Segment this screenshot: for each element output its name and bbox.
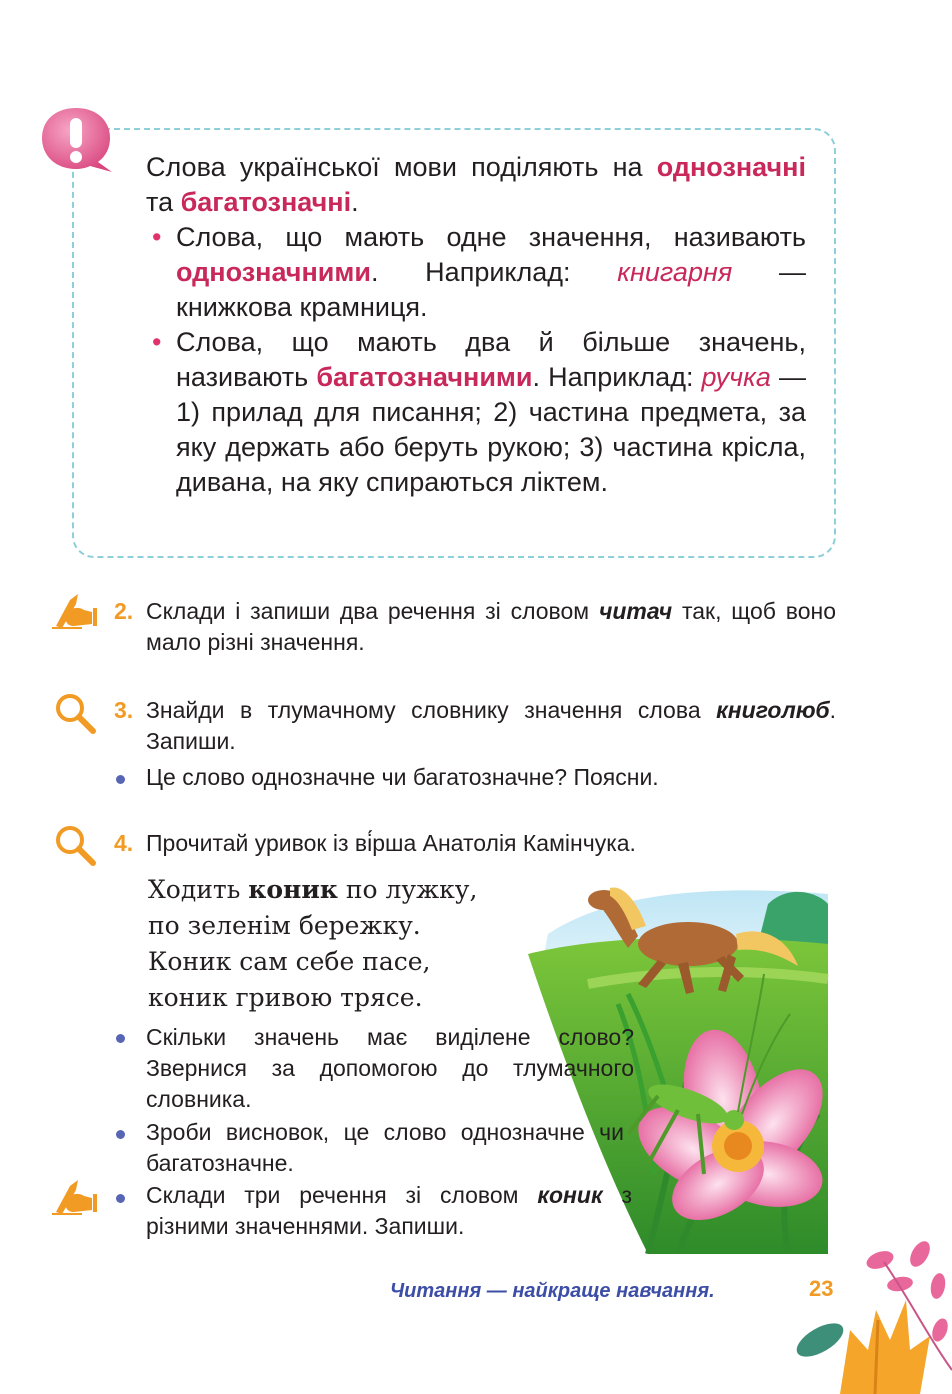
- poem-line-2: по зеленім бережку.: [148, 911, 421, 940]
- poem-line-1: Ходить коник по лужку,: [148, 875, 478, 904]
- poem: [148, 872, 568, 1016]
- task-4-question-2: Зроби висновок, це слово однозначне чи багатозначне.: [146, 1119, 624, 1176]
- rule-bullet-2: • Слова, що мають два й більше значень, називають багатозначними. Наприклад: ручка — 1) прилад для писання; 2) частина предмета, за яку держать або беруть рукою; 3) частина крісла, дивана, на яку спираються ліктем.: [152, 327, 806, 497]
- exclamation-icon: [40, 104, 118, 176]
- rule-bullet-1: • Слова, що мають одне значення, називають однозначними. Наприклад: книгарня — книжкова крамниця.: [152, 222, 806, 322]
- task-4-text: Прочитай уривок із ві́рша Анатолія Камінчука.: [146, 830, 636, 856]
- magnifier-icon: [54, 824, 96, 866]
- footer-motto: Читання — найкраще навчання.: [390, 1280, 715, 1302]
- poem-line-3: Коник сам себе пасе,: [148, 947, 431, 976]
- task-4-question-1: Скільки значень має виділене слово? Звернися за допомогою до тлумачного словника.: [146, 1024, 634, 1112]
- bullet-dot: [116, 1130, 125, 1139]
- writing-hand-icon: [52, 1176, 98, 1216]
- bullet-dot: [116, 1194, 125, 1203]
- task-2-text: Склади і запиши два речення зі словом читач так, щоб воно мало різні значення.: [146, 598, 836, 655]
- task-4-question-3: Склади три речення зі словом коник з різними значеннями. Запиши.: [146, 1182, 632, 1239]
- rule-text: [146, 150, 806, 500]
- task-2-number: 2.: [114, 598, 134, 624]
- task-4-number: 4.: [114, 830, 134, 856]
- task-3-number: 3.: [114, 697, 134, 723]
- magnifier-icon: [54, 692, 96, 734]
- bullet-dot: [116, 775, 125, 784]
- writing-hand-icon: [52, 590, 98, 630]
- page-number: 23: [809, 1276, 834, 1301]
- term-single-meaning: однозначні: [656, 152, 806, 182]
- task-3-text: Знайди в тлумачному словнику значення слова книголюб. Запиши.: [146, 697, 836, 754]
- bullet-dot: [116, 1034, 125, 1043]
- term-multi-meaning: багатозначні: [180, 187, 352, 217]
- task-3-subquestion: Це слово однозначне чи багатозначне? Поясни.: [146, 764, 659, 790]
- poem-line-4: коник гривою трясе.: [148, 983, 423, 1012]
- rule-intro: Слова української мови поділяють на однозначні та багатозначні.: [146, 152, 806, 217]
- autumn-leaves-icon: [780, 1240, 952, 1394]
